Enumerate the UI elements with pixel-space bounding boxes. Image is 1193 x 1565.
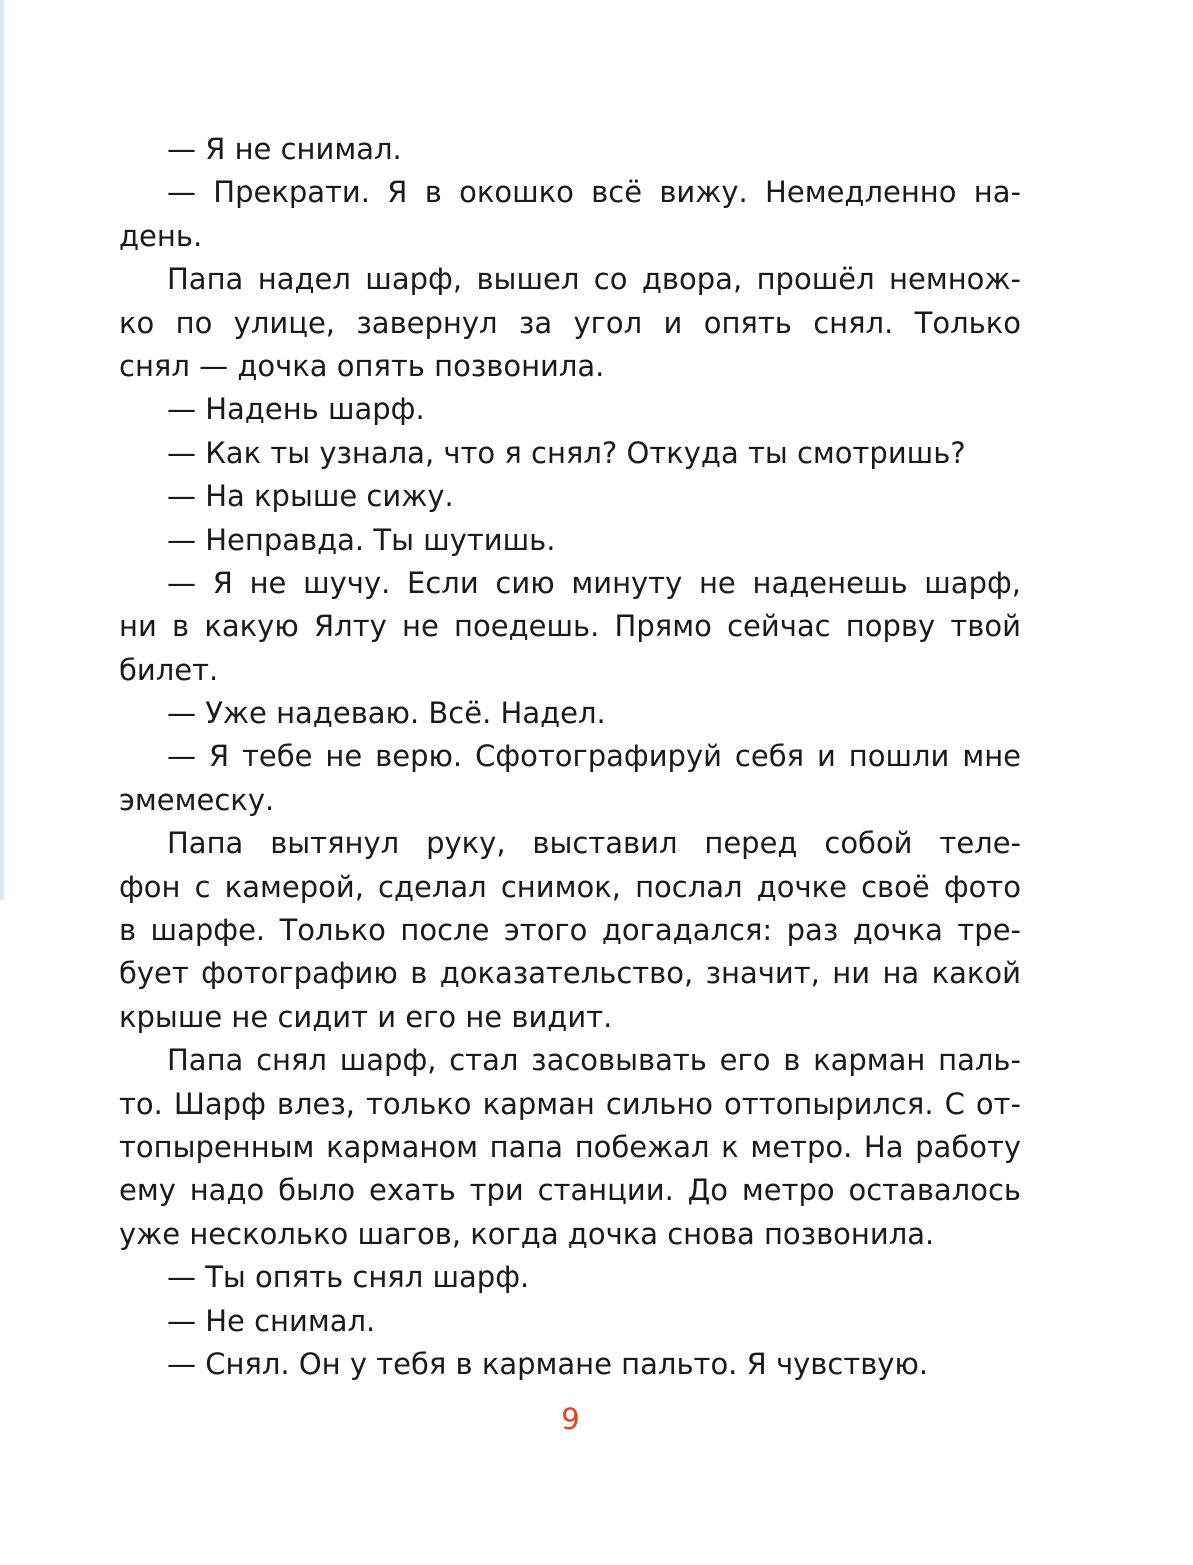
text-line: бует фотографию в доказательство, значит, ни на какой [119, 956, 1021, 991]
text-line: ко по улице, завернул за угол и опять снял. Только [119, 305, 1021, 340]
text-line: билет. [119, 652, 219, 687]
text-line: Папа надел шарф, вышел со двора, прошёл немнож- [167, 262, 1021, 297]
text-line: — Как ты узнала, что я снял? Откуда ты смотришь? [167, 435, 966, 470]
text-line: Папа снял шарф, стал засовывать его в карман паль- [167, 1043, 1021, 1078]
text-line: — Я не шучу. Если сию минуту не наденешь шарф, [167, 565, 1021, 600]
story-text [119, 128, 1021, 1386]
text-line: топыренным карманом папа побежал к метро. На работу [119, 1129, 1021, 1164]
text-line: — Прекрати. Я в окошко всё вижу. Немедленно на- [167, 175, 1021, 210]
text-line: день. [119, 218, 203, 253]
text-line: Папа вытянул руку, выставил перед собой теле- [167, 826, 1021, 861]
text-line: — Надень шарф. [167, 392, 425, 427]
text-line: — Я не снимал. [167, 132, 402, 166]
text-line: — Не снимал. [167, 1303, 376, 1338]
text-line: — Неправда. Ты шутишь. [167, 522, 556, 557]
text-line: ни в какую Ялту не поедешь. Прямо сейчас порву твой [119, 609, 1021, 644]
text-line: — Я тебе не верю. Сфотографируй себя и пошли мне [167, 739, 1021, 774]
text-line: то. Шарф влез, только карман сильно оттопырился. С от- [119, 1086, 1021, 1121]
text-line: ему надо было ехать три станции. До метро оставалось [119, 1173, 1021, 1208]
page-edge-strip [0, 0, 4, 900]
text-line: — Уже надеваю. Всё. Надел. [167, 696, 606, 731]
text-line: — Ты опять снял шарф. [167, 1260, 530, 1295]
text-line: крыше не сидит и его не видит. [119, 999, 613, 1034]
text-line: фон с камерой, сделал снимок, послал дочке своё фото [119, 869, 1021, 904]
text-line: уже несколько шагов, когда дочка снова позвонила. [119, 1216, 935, 1251]
text-line: — Снял. Он у тебя в кармане пальто. Я чувствую. [167, 1346, 929, 1381]
text-line: снял — дочка опять позвонила. [119, 348, 605, 383]
text-line: эмемеску. [119, 782, 275, 817]
page-number: 9 [561, 1402, 580, 1436]
text-line: в шарфе. Только после этого догадался: раз дочка тре- [119, 913, 1021, 948]
text-line: — На крыше сижу. [167, 479, 454, 514]
